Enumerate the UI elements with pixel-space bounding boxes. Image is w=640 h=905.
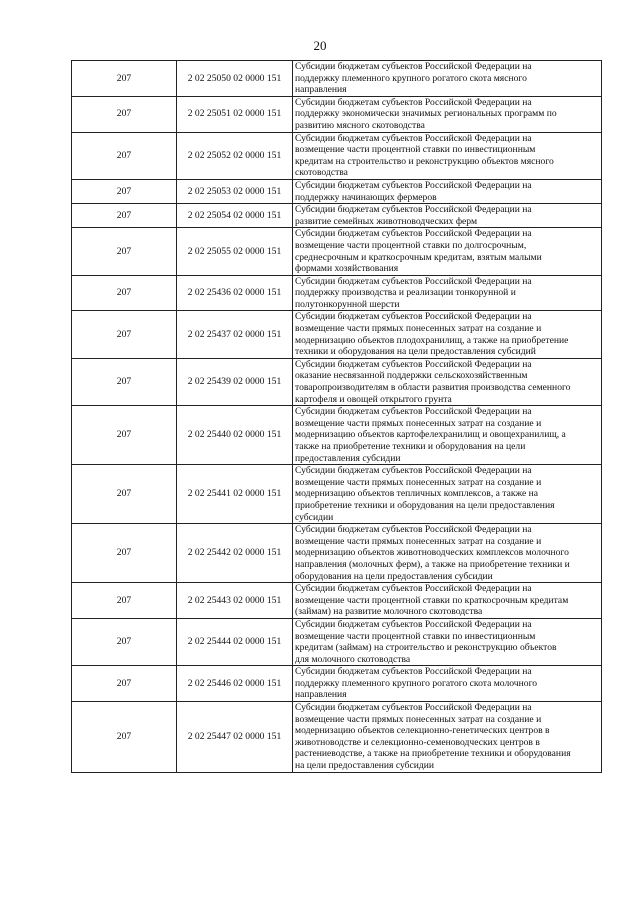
admin-code-cell: 207 (72, 465, 177, 524)
budget-code-cell: 2 02 25447 02 0000 151 (177, 702, 293, 773)
budget-code-cell: 2 02 25053 02 0000 151 (177, 179, 293, 203)
budget-classification-table (71, 60, 602, 773)
page-number: 20 (313, 38, 327, 53)
budget-code-cell: 2 02 25051 02 0000 151 (177, 96, 293, 132)
income-name-line: Субсидии бюджетам субъектов Российской Федерации на (295, 132, 532, 144)
table-row (72, 524, 602, 583)
income-name-line: Субсидии бюджетам субъектов Российской Федерации на (295, 275, 532, 287)
income-name-line: возмещение части прямых понесенных затрат на создание и (295, 323, 542, 335)
income-name-line: (займам) на развитие молочного скотоводства (295, 606, 483, 618)
income-name-line: кредитам (займам) на строительство и реконструкцию объектов (295, 642, 557, 654)
table-row (72, 228, 602, 275)
admin-code-cell: 207 (72, 702, 177, 773)
table-row (72, 465, 602, 524)
income-name-line: модернизацию объектов плодохранилищ, а также на приобретение (295, 334, 569, 346)
income-name-cell (293, 61, 602, 97)
income-name-line: возмещение части прямых понесенных затрат на создание и (295, 535, 542, 547)
budget-code-cell: 2 02 25439 02 0000 151 (177, 358, 293, 405)
table-row (72, 132, 602, 179)
income-name-line: Субсидии бюджетам субъектов Российской Федерации на (295, 96, 532, 108)
income-name-cell (293, 311, 602, 358)
income-name-line: оказание несвязанной поддержки сельскохозяйственным (295, 370, 528, 382)
budget-code-cell: 2 02 25440 02 0000 151 (177, 406, 293, 465)
table-row (72, 406, 602, 465)
income-name-cell (293, 96, 602, 132)
income-name-line: картофеля и овощей открытого грунта (295, 393, 452, 405)
income-name-line: возмещение части процентной ставки по краткосрочным кредитам (295, 594, 569, 606)
budget-code-cell: 2 02 25442 02 0000 151 (177, 524, 293, 583)
income-name-line: поддержку экономически значимых региональных программ по (295, 108, 557, 120)
income-name-line: модернизацию объектов картофелехранилищ и овощехранилищ, а (295, 429, 566, 441)
income-name-line: возмещение части прямых понесенных затрат на создание и (295, 476, 542, 488)
income-name-line: среднесрочным и краткосрочным кредитам, взятым малыми (295, 251, 542, 263)
income-name-cell (293, 702, 602, 773)
income-name-line: развитию мясного скотоводства (295, 119, 425, 131)
income-name-line: товаропроизводителям в области развития производства семенного (295, 382, 571, 394)
income-name-line: возмещение части процентной ставки по инвестиционным (295, 630, 536, 642)
table-body (72, 61, 602, 773)
budget-code-cell: 2 02 25050 02 0000 151 (177, 61, 293, 97)
table-row (72, 61, 602, 97)
income-name-line: Субсидии бюджетам субъектов Российской Федерации на (295, 358, 532, 370)
table-row (72, 618, 602, 665)
income-name-cell (293, 275, 602, 311)
income-name-cell (293, 666, 602, 702)
income-name-line: субсидии (295, 511, 334, 523)
admin-code-cell: 207 (72, 179, 177, 203)
income-name-line: для молочного скотоводства (295, 653, 411, 665)
admin-code-cell: 207 (72, 618, 177, 665)
table-row (72, 666, 602, 702)
income-name-cell (293, 179, 602, 203)
admin-code-cell: 207 (72, 96, 177, 132)
income-name-line: модернизацию объектов животноводческих комплексов молочного (295, 547, 569, 559)
income-name-line: возмещение части прямых понесенных затрат на создание и (295, 713, 542, 725)
income-name-line: Субсидии бюджетам субъектов Российской Федерации на (295, 204, 532, 216)
admin-code-cell: 207 (72, 358, 177, 405)
income-name-cell (293, 583, 602, 619)
table-row (72, 583, 602, 619)
income-name-line: на цели предоставления субсидии (295, 760, 435, 772)
income-name-line: Субсидии бюджетам субъектов Российской Федерации на (295, 179, 532, 191)
income-name-line: Субсидии бюджетам субъектов Российской Федерации на (295, 666, 532, 678)
admin-code-cell: 207 (72, 61, 177, 97)
income-name-line: формами хозяйствования (295, 263, 399, 275)
table-row (72, 204, 602, 228)
budget-code-cell: 2 02 25052 02 0000 151 (177, 132, 293, 179)
income-name-cell (293, 524, 602, 583)
table-row (72, 311, 602, 358)
income-name-line: Субсидии бюджетам субъектов Российской Федерации на (295, 524, 532, 536)
income-name-line: Субсидии бюджетам субъектов Российской Федерации на (295, 406, 532, 418)
income-name-cell (293, 204, 602, 228)
income-name-line: растениеводстве, а также на приобретение техники и оборудования (295, 748, 571, 760)
income-name-line: модернизацию объектов тепличных комплексов, а также на (295, 488, 539, 500)
income-name-line: также на приобретение техники и оборудования на цели (295, 441, 526, 452)
budget-code-cell: 2 02 25443 02 0000 151 (177, 583, 293, 619)
income-name-cell (293, 618, 602, 665)
income-name-line: приобретение техники и оборудования на цели предоставления (295, 499, 555, 511)
income-name-line: скотоводства (295, 167, 348, 179)
budget-code-cell: 2 02 25444 02 0000 151 (177, 618, 293, 665)
table-row (72, 358, 602, 405)
income-name-line: Субсидии бюджетам субъектов Российской Федерации на (295, 618, 532, 630)
income-name-line: предоставления субсидии (295, 452, 401, 464)
income-name-line: оборудования на цели предоставления субсидии (295, 570, 493, 582)
admin-code-cell: 207 (72, 524, 177, 583)
income-name-line: возмещение части процентной ставки по долгосрочным, (295, 239, 527, 251)
table-row (72, 275, 602, 311)
income-name-line: направления (295, 689, 347, 701)
income-name-line: кредитам на строительство и реконструкцию объектов мясного (295, 155, 554, 167)
budget-code-cell: 2 02 25437 02 0000 151 (177, 311, 293, 358)
budget-code-cell: 2 02 25436 02 0000 151 (177, 275, 293, 311)
income-name-line: поддержку начинающих фермеров (295, 191, 437, 203)
income-name-line: Субсидии бюджетам субъектов Российской Федерации на (295, 228, 532, 240)
budget-code-cell: 2 02 25054 02 0000 151 (177, 204, 293, 228)
income-name-line: направления (молочных ферм), а также на приобретение техники и (295, 558, 570, 570)
admin-code-cell: 207 (72, 666, 177, 702)
income-name-line: возмещение части прямых понесенных затрат на создание и (295, 417, 542, 429)
budget-code-cell: 2 02 25055 02 0000 151 (177, 228, 293, 275)
income-name-line: модернизацию объектов селекционно-генетических центров в (295, 725, 550, 737)
income-name-line: Субсидии бюджетам субъектов Российской Федерации на (295, 583, 532, 595)
income-name-cell (293, 465, 602, 524)
budget-code-cell: 2 02 25441 02 0000 151 (177, 465, 293, 524)
table-row (72, 96, 602, 132)
income-name-line: поддержку племенного крупного рогатого скота молочного (295, 677, 538, 689)
income-name-cell (293, 132, 602, 179)
income-name-line: Субсидии бюджетам субъектов Российской Федерации на (295, 61, 532, 72)
admin-code-cell: 207 (72, 275, 177, 311)
admin-code-cell: 207 (72, 204, 177, 228)
income-name-line: полутонкорунной шерсти (295, 298, 400, 310)
income-name-cell (293, 228, 602, 275)
income-name-line: Субсидии бюджетам субъектов Российской Федерации на (295, 311, 532, 323)
income-name-line: животноводстве и селекционно-семеноводческих центров в (295, 736, 540, 748)
income-name-line: Субсидии бюджетам субъектов Российской Федерации на (295, 702, 532, 714)
admin-code-cell: 207 (72, 228, 177, 275)
income-name-line: направления (295, 84, 347, 96)
admin-code-cell: 207 (72, 311, 177, 358)
income-name-cell (293, 406, 602, 465)
income-name-line: Субсидии бюджетам субъектов Российской Федерации на (295, 465, 532, 477)
admin-code-cell: 207 (72, 583, 177, 619)
income-name-line: возмещение части процентной ставки по инвестиционным (295, 144, 536, 156)
table-row (72, 179, 602, 203)
admin-code-cell: 207 (72, 132, 177, 179)
income-name-cell (293, 358, 602, 405)
admin-code-cell: 207 (72, 406, 177, 465)
table-row (72, 702, 602, 773)
income-name-line: развитие семейных животноводческих ферм (295, 215, 478, 227)
income-name-line: поддержку производства и реализации тонкорунной и (295, 287, 516, 299)
budget-code-cell: 2 02 25446 02 0000 151 (177, 666, 293, 702)
income-name-line: техники и оборудования на цели предоставления субсидий (295, 346, 536, 358)
income-name-line: поддержку племенного крупного рогатого скота мясного (295, 72, 527, 84)
